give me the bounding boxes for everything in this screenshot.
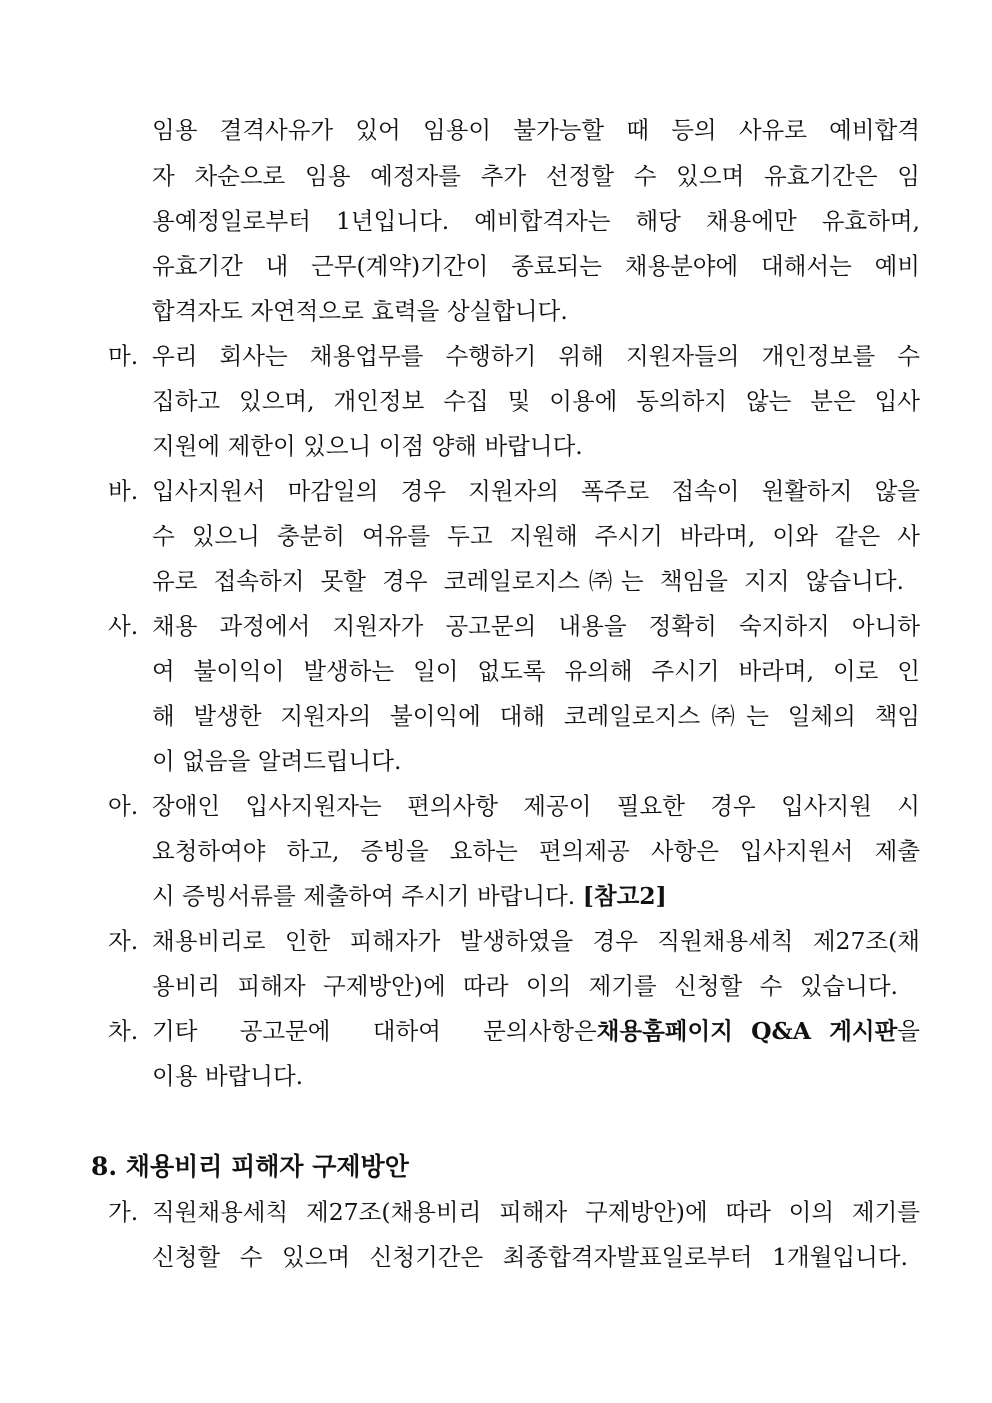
text-line: 지원에 제한이 있으니 이점 양해 바랍니다. bbox=[152, 432, 583, 460]
text-line: 유효기간 내 근무(계약)기간이 종료되는 채용분야에 대해서는 예비 bbox=[152, 252, 920, 280]
text-line: 여 불이익이 발생하는 일이 없도록 유의해 주시기 바라며, 이로 인 bbox=[152, 657, 920, 685]
text-segment: 시 증빙서류를 제출하여 주시기 바랍니다. bbox=[152, 882, 583, 910]
item-marker: 가. bbox=[108, 1198, 139, 1226]
text-line: 합격자도 자연적으로 효력을 상실합니다. bbox=[152, 297, 568, 325]
item-marker: 차. bbox=[108, 1017, 139, 1045]
text-segment: 기타 공고문에 대하여 문의사항은 bbox=[152, 1017, 597, 1045]
text-line: 장애인 입사지원자는 편의사항 제공이 필요한 경우 입사지원 시 bbox=[152, 792, 920, 820]
text-line: 해 발생한 지원자의 불이익에 대해 코레일로지스㈜는 일체의 책임 bbox=[152, 702, 920, 730]
text-line: 이 없음을 알려드립니다. bbox=[152, 747, 402, 775]
text-line: 이용 바랍니다. bbox=[152, 1062, 304, 1090]
text-line: 집하고 있으며, 개인정보 수집 및 이용에 동의하지 않는 분은 입사 bbox=[152, 387, 920, 415]
item-marker: 바. bbox=[108, 477, 139, 505]
text-line: 유로 접속하지 못할 경우 코레일로지스㈜는 책임을 지지 않습니다. bbox=[152, 567, 904, 595]
item-marker: 사. bbox=[108, 612, 139, 640]
text-line: 용비리 피해자 구제방안)에 따라 이의 제기를 신청할 수 있습니다. bbox=[152, 972, 898, 1000]
text-line bbox=[152, 881, 667, 911]
text-line: 수 있으니 충분히 여유를 두고 지원해 주시기 바라며, 이와 같은 사 bbox=[152, 522, 920, 550]
reference-label: [참고2] bbox=[582, 882, 667, 910]
text-line: 신청할 수 있으며 신청기간은 최종합격자발표일로부터 1개월입니다. bbox=[152, 1243, 908, 1271]
section-heading: 8. 채용비리 피해자 구제방안 bbox=[91, 1152, 409, 1181]
text-line: 용예정일로부터 1년입니다. 예비합격자는 해당 채용에만 유효하며, bbox=[152, 207, 920, 235]
text-line: 채용 과정에서 지원자가 공고문의 내용을 정확히 숙지하지 아니하 bbox=[152, 612, 920, 640]
text-line: 입사지원서 마감일의 경우 지원자의 폭주로 접속이 원활하지 않을 bbox=[152, 477, 920, 505]
text-line bbox=[152, 1016, 920, 1046]
item-marker: 마. bbox=[108, 342, 139, 370]
text-line: 채용비리로 인한 피해자가 발생하였을 경우 직원채용세칙 제27조(채 bbox=[152, 927, 920, 955]
text-line: 요청하여야 하고, 증빙을 요하는 편의제공 사항은 입사지원서 제출 bbox=[152, 837, 920, 865]
item-marker: 아. bbox=[108, 792, 139, 820]
item-marker: 자. bbox=[108, 927, 139, 955]
text-line: 임용 결격사유가 있어 임용이 불가능할 때 등의 사유로 예비합격 bbox=[152, 116, 920, 144]
text-line: 직원채용세칙 제27조(채용비리 피해자 구제방안)에 따라 이의 제기를 bbox=[152, 1198, 920, 1226]
text-line: 자 차순으로 임용 예정자를 추가 선정할 수 있으며 유효기간은 임 bbox=[152, 162, 920, 190]
text-line: 우리 회사는 채용업무를 수행하기 위해 지원자들의 개인정보를 수 bbox=[152, 342, 920, 370]
qna-board-label: 채용홈페이지 Q&A 게시판 bbox=[596, 1017, 898, 1045]
text-segment: 을 bbox=[897, 1017, 920, 1045]
